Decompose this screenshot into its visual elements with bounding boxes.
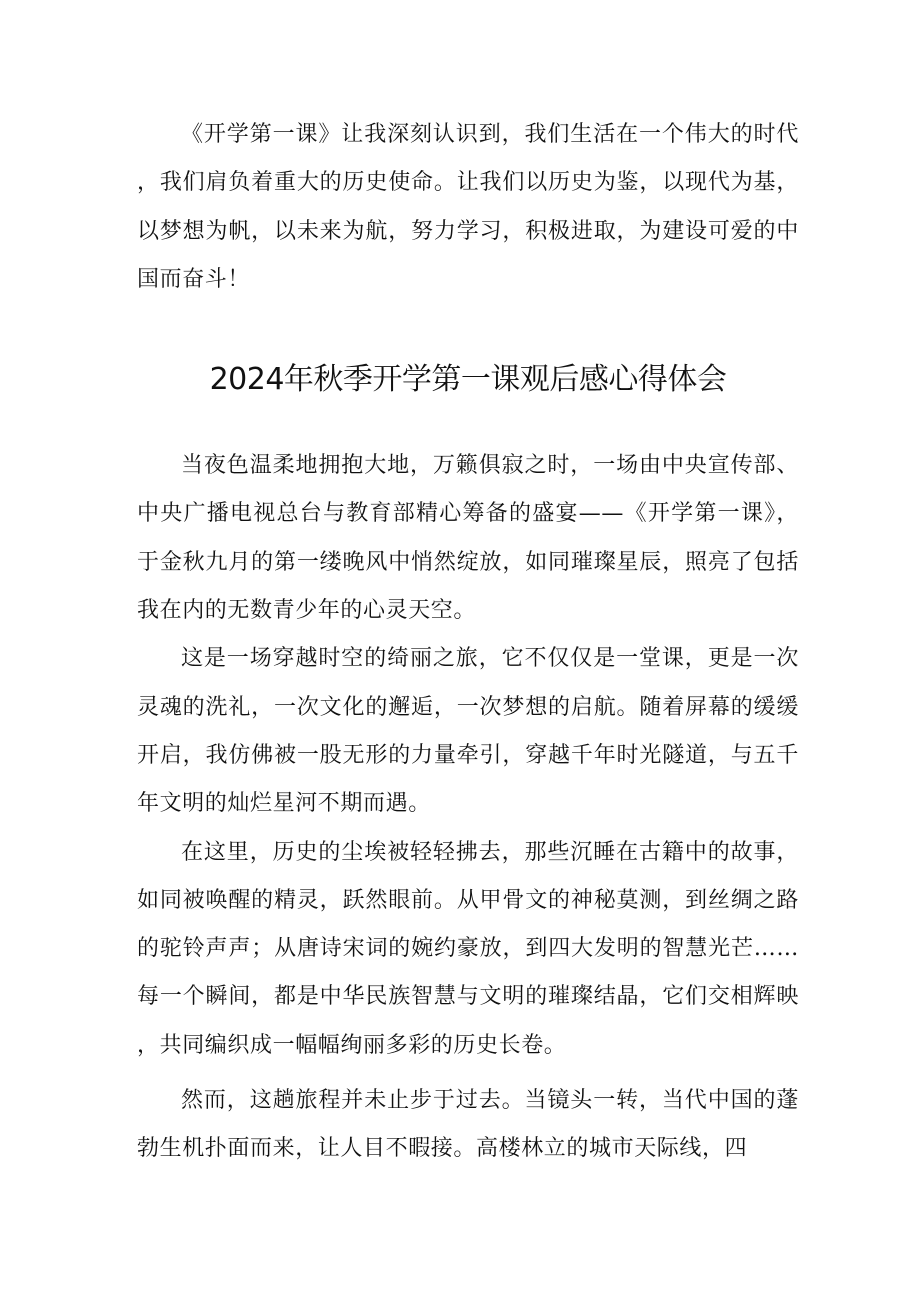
body-paragraph-3: 在这里，历史的尘埃被轻轻拂去，那些沉睡在古籍中的故事，如同被唤醒的精灵，跃然眼前。从甲骨文的神秘莫测，到丝绸之路的驼铃声声；从唐诗宋词的婉约豪放，到四大发明的智慧光芒……每一个瞬间，都是中华民族智慧与文明的璀璨结晶，它们交相辉映，共同编织成一幅幅绚丽多彩的历史长卷。 [137,839,799,1058]
title-block [137,360,799,400]
body-paragraph-1: 当夜色温柔地拥抱大地，万籁俱寂之时，一场由中央宣传部、中央广播电视总台与教育部精心筹备的盛宴——《开学第一课》，于金秋九月的第一缕晚风中悄然绽放，如同璀璨星辰，照亮了包括我在内的无数青少年的心灵天空。 [137,453,799,624]
body-paragraph-2: 这是一场穿越时空的绮丽之旅，它不仅仅是一堂课，更是一次灵魂的洗礼，一次文化的邂逅，一次梦想的启航。随着屏幕的缓缓开启，我仿佛被一股无形的力量牵引，穿越千年时光隧道，与五千年文明的灿烂星河不期而遇。 [137,646,799,817]
intro-paragraph: 《开学第一课》让我深刻认识到，我们生活在一个伟大的时代，我们肩负着重大的历史使命。让我们以历史为鉴，以现代为基，以梦想为帆，以未来为航，努力学习，积极进取，为建设可爱的中国而奋斗！ [137,122,799,292]
body-paragraph-4: 然而，这趟旅程并未止步于过去。当镜头一转，当代中国的蓬勃生机扑面而来，让人目不暇接。高楼林立的城市天际线，四 [137,1088,799,1162]
document-body [137,111,799,1174]
document-title: 2024年秋季开学第一课观后感心得体会 [209,362,727,398]
